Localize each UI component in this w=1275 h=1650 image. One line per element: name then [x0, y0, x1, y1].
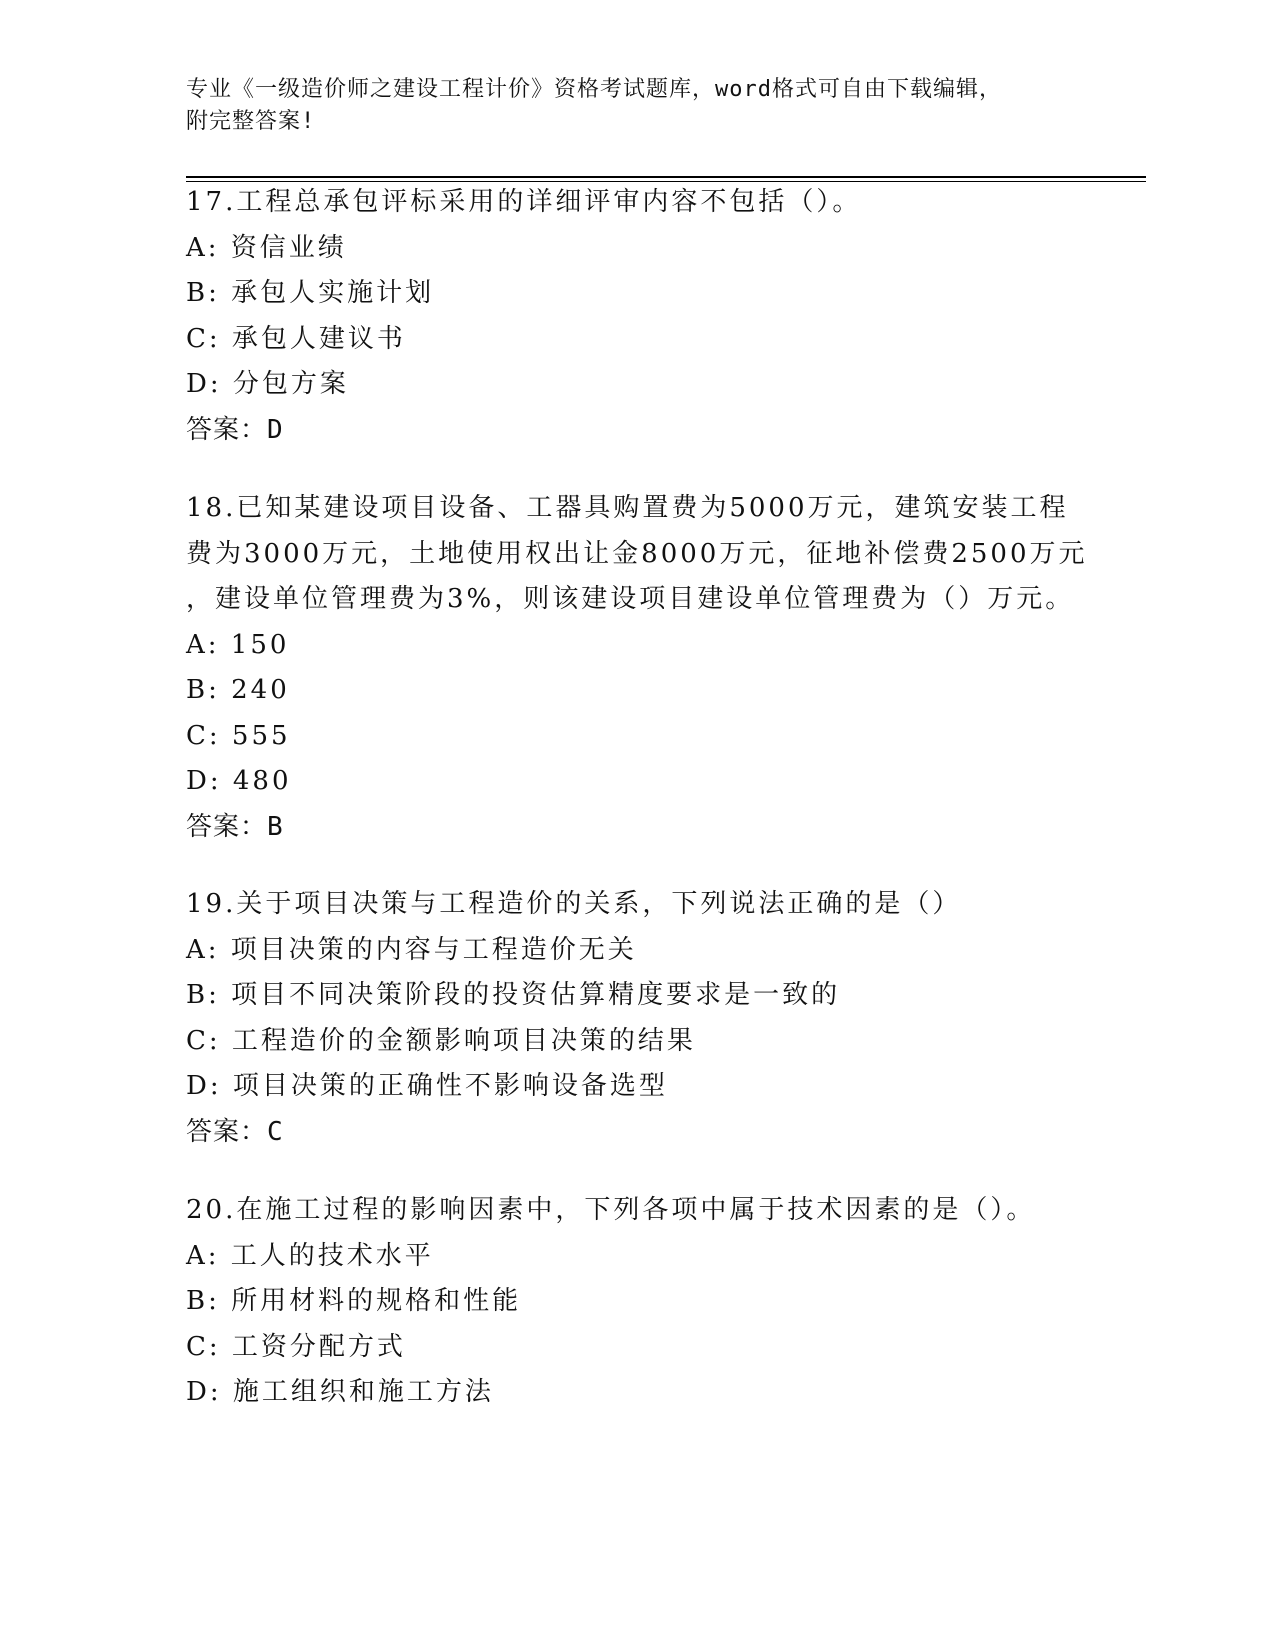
header-line-1: 专业《一级造价师之建设工程计价》资格考试题库，word格式可自由下载编辑，	[186, 77, 1002, 102]
option-c: C: 555	[186, 720, 291, 751]
question-stem: 20.在施工过程的影响因素中，下列各项中属于技术因素的是（）。	[186, 1195, 1036, 1225]
option-a: A: 项目决策的内容与工程造价无关	[186, 934, 637, 965]
question-stem: 19.关于项目决策与工程造价的关系，下列说法正确的是（）	[186, 889, 962, 919]
document-header	[186, 74, 1086, 138]
option-d: D: 项目决策的正确性不影响设备选型	[186, 1071, 668, 1101]
option-c: C: 承包人建议书	[186, 323, 406, 354]
option-b: B: 240	[186, 675, 290, 705]
question-stem: 17.工程总承包评标采用的详细评审内容不包括（）。	[186, 187, 862, 217]
option-a: A: 工人的技术水平	[186, 1240, 434, 1271]
option-c: C: 工资分配方式	[186, 1331, 406, 1362]
question-stem-line-2: 费为3000万元，土地使用权出让金8000万元，征地补偿费2500万元	[186, 538, 1088, 569]
option-b: B: 承包人实施计划	[186, 278, 435, 308]
answer-label: 答案：B	[186, 811, 284, 842]
question-18	[186, 486, 1086, 850]
option-c: C: 工程造价的金额影响项目决策的结果	[186, 1025, 696, 1056]
header-line-2: 附完整答案!	[186, 109, 316, 134]
header-divider-thick	[186, 176, 1146, 178]
option-a: A: 资信业绩	[186, 232, 347, 263]
option-a: A: 150	[186, 629, 290, 660]
question-stem-line-3: ，建设单位管理费为3%，则该建设项目建设单位管理费为（）万元。	[186, 584, 1075, 614]
question-17	[186, 180, 1086, 453]
question-stem-line-1: 18.已知某建设项目设备、工器具购置费为5000万元，建筑安装工程	[186, 493, 1069, 523]
option-b: B: 所用材料的规格和性能	[186, 1286, 522, 1316]
answer-label: 答案：D	[186, 414, 284, 445]
answer-label: 答案：C	[186, 1116, 284, 1147]
option-b: B: 项目不同决策阶段的投资估算精度要求是一致的	[186, 980, 841, 1010]
option-d: D: 分包方案	[186, 369, 349, 399]
question-19	[186, 882, 1086, 1155]
question-20	[186, 1188, 1086, 1416]
option-d: D: 480	[186, 766, 292, 796]
option-d: D: 施工组织和施工方法	[186, 1377, 494, 1407]
